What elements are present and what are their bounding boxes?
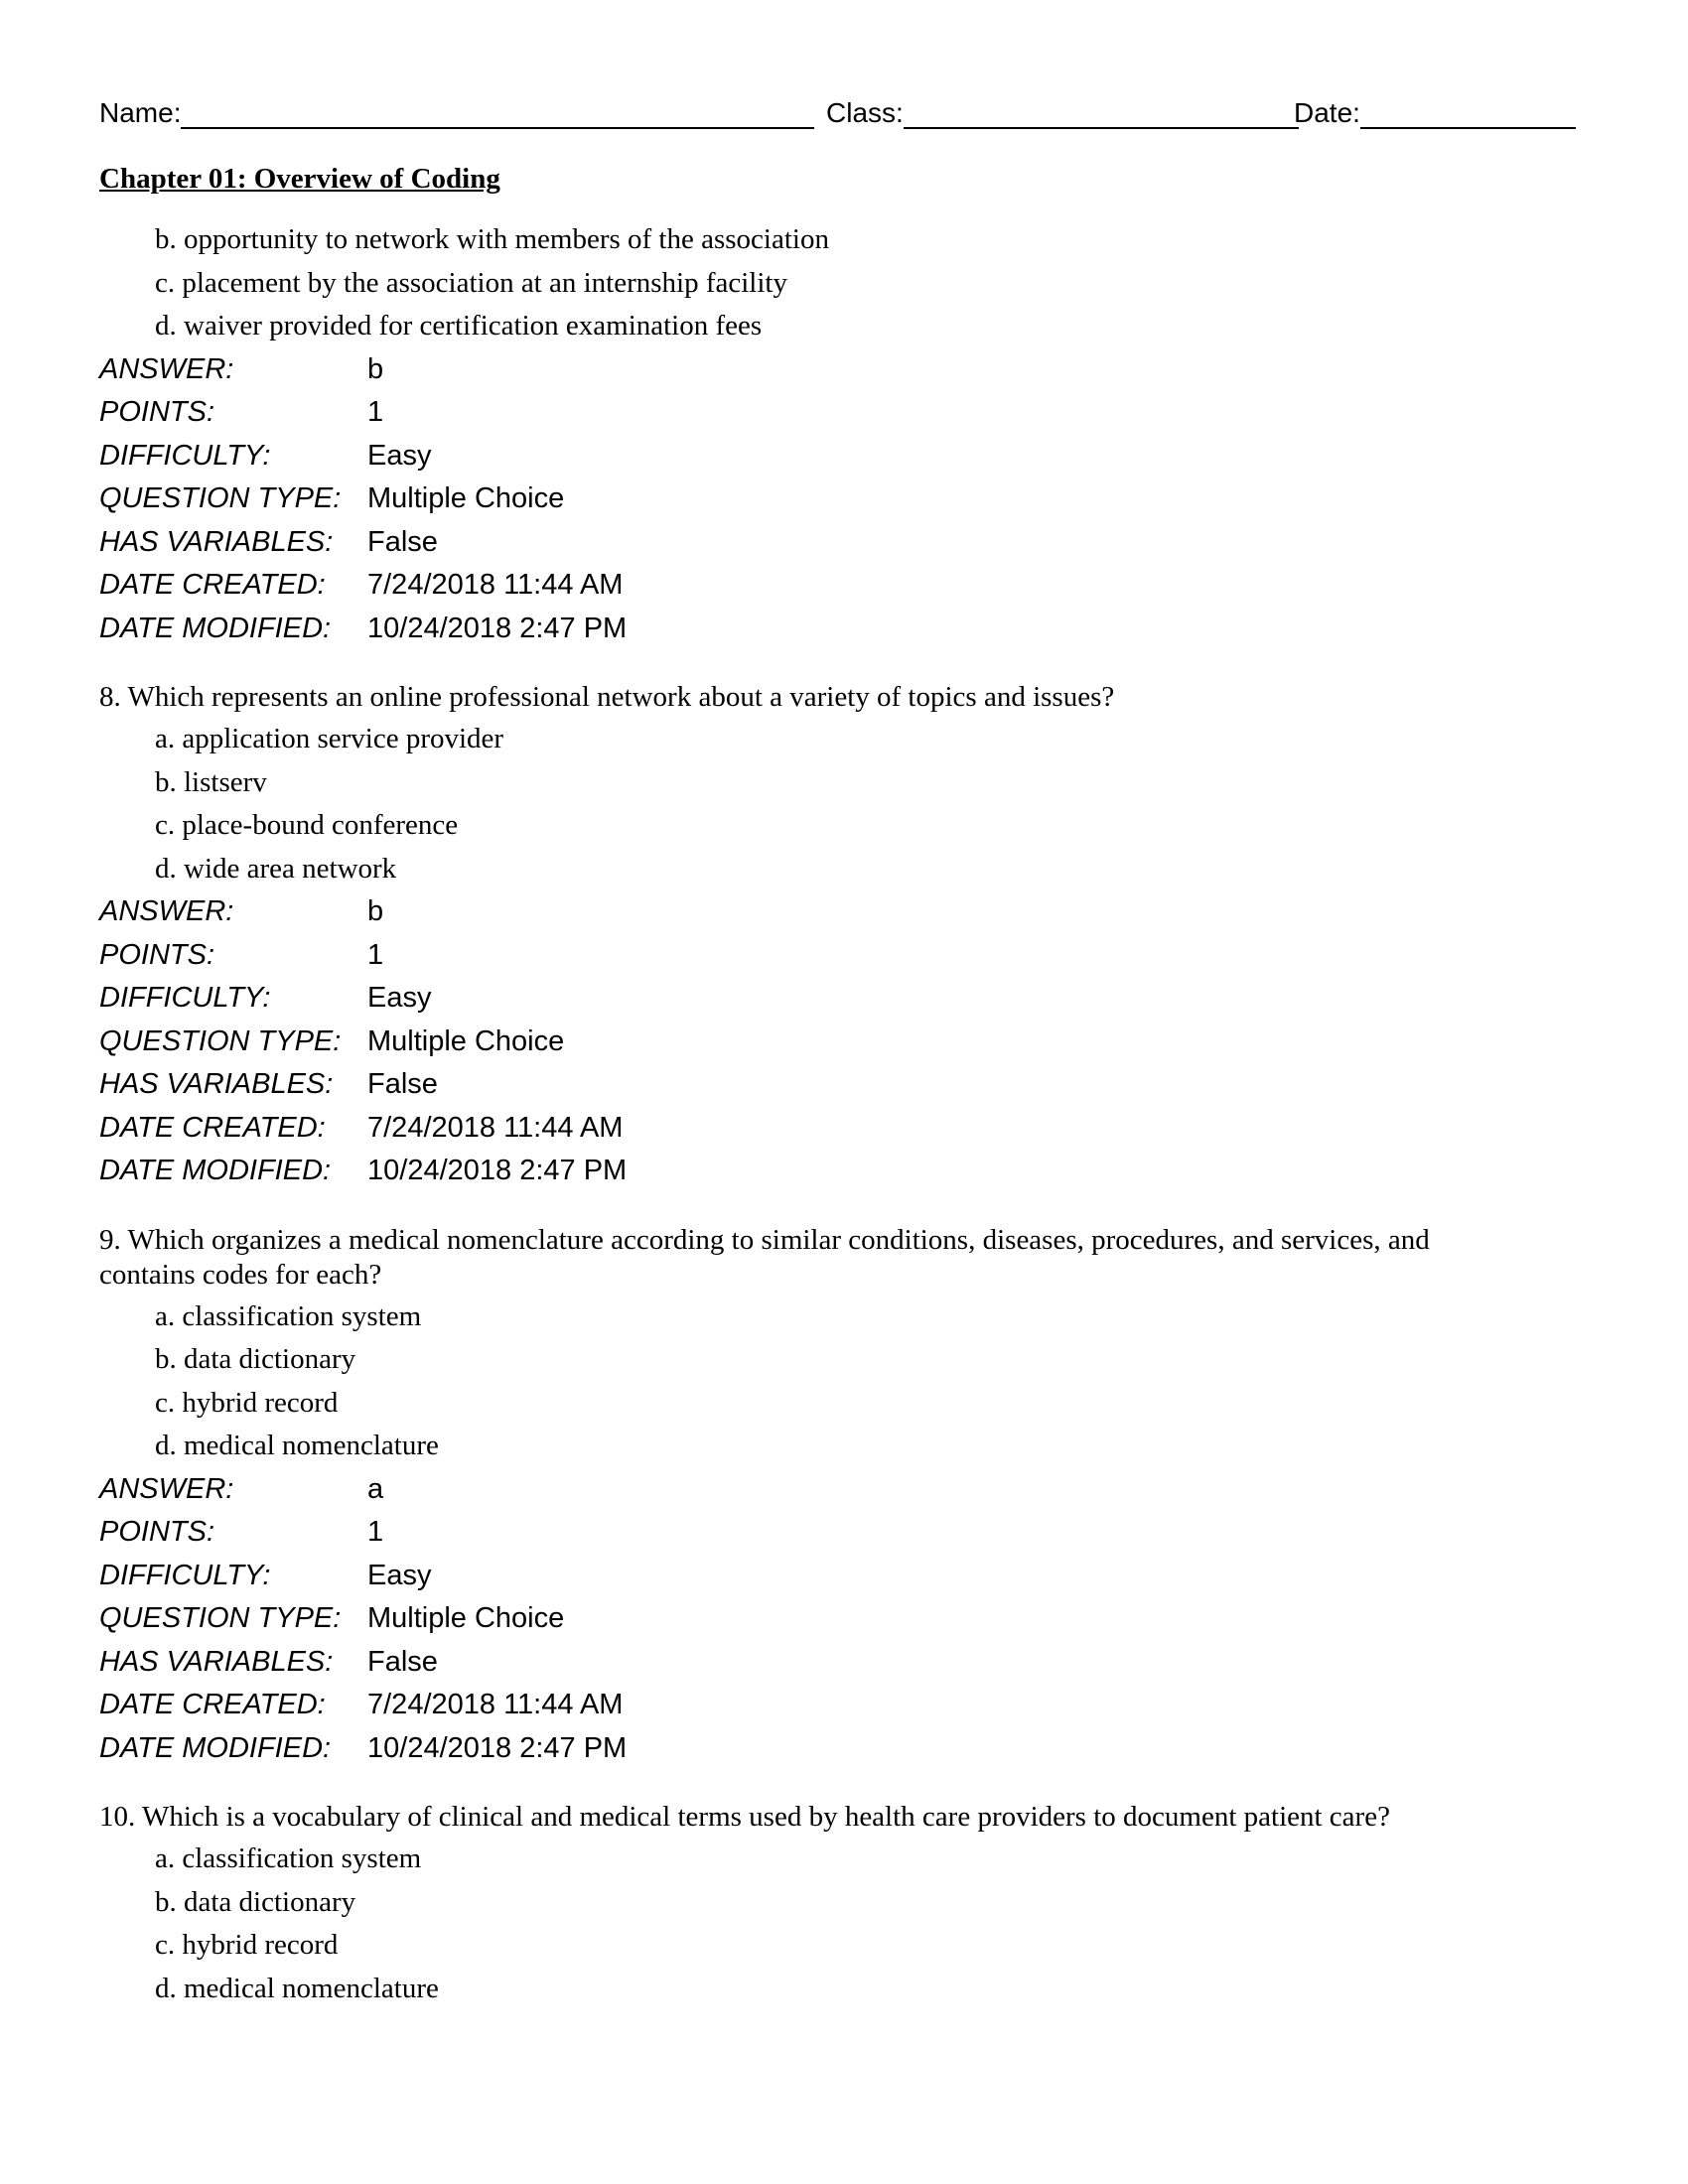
answer-label: ANSWER:: [99, 352, 234, 385]
option: a. classification system: [155, 1299, 422, 1332]
option: b. listserv: [155, 765, 267, 798]
date-blank-line[interactable]: [1360, 97, 1576, 129]
date-created-row: [99, 1107, 1589, 1151]
question-type-value: Multiple Choice: [367, 1024, 565, 1057]
points-row: [99, 391, 1589, 435]
has-variables-label: HAS VARIABLES:: [99, 1645, 334, 1678]
points-label: POINTS:: [99, 1516, 215, 1548]
date-modified-label: DATE MODIFIED:: [99, 612, 332, 644]
date-modified-value: 10/24/2018 2:47 PM: [367, 1155, 628, 1186]
header-fields: [99, 97, 1589, 137]
question-9-options: [155, 1296, 1589, 1468]
date-modified-value: 10/24/2018 2:47 PM: [367, 1731, 628, 1764]
question-type-row: [99, 1021, 1589, 1064]
question-type-label: QUESTION TYPE:: [99, 482, 342, 514]
option: b. data dictionary: [155, 1885, 356, 1918]
answer-value: a: [367, 1472, 384, 1505]
date-modified-row: [99, 1727, 1589, 1771]
answer-row: [99, 890, 1589, 934]
question-type-row: [99, 478, 1589, 521]
question-10-options: [155, 1838, 1589, 2010]
question-type-value: Multiple Choice: [367, 1602, 565, 1634]
chapter-title: Chapter 01: Overview of Coding: [99, 163, 500, 195]
option: a. application service provider: [155, 723, 504, 754]
class-label: Class:: [826, 97, 904, 128]
date-created-label: DATE CREATED:: [99, 1111, 326, 1144]
date-created-value: 7/24/2018 11:44 AM: [367, 1689, 624, 1720]
document-page: [99, 97, 1589, 2010]
question-9-meta: [99, 1468, 1589, 1771]
date-modified-value: 10/24/2018 2:47 PM: [367, 612, 628, 644]
class-field[interactable]: [826, 97, 1299, 129]
date-created-label: DATE CREATED:: [99, 569, 326, 601]
answer-row: [99, 1468, 1589, 1512]
option: d. waiver provided for certification examination fees: [155, 310, 763, 341]
date-modified-row: [99, 608, 1589, 651]
has-variables-label: HAS VARIABLES:: [99, 1068, 334, 1100]
has-variables-row: [99, 1063, 1589, 1107]
has-variables-label: HAS VARIABLES:: [99, 525, 334, 558]
option: d. wide area network: [155, 852, 397, 885]
date-field[interactable]: [1294, 97, 1576, 129]
difficulty-label: DIFFICULTY:: [99, 1559, 271, 1591]
answer-label: ANSWER:: [99, 1472, 234, 1505]
option: d. medical nomenclature: [155, 1972, 439, 2004]
points-value: 1: [367, 1516, 384, 1548]
date-created-label: DATE CREATED:: [99, 1689, 326, 1720]
option: b. data dictionary: [155, 1343, 356, 1375]
option: c. placement by the association at an internship facility: [155, 266, 787, 299]
question-9-text: 9. Which organizes a medical nomenclature according to similar conditions, diseases, procedures, and services, and contains codes for each?: [99, 1223, 1430, 1291]
date-modified-label: DATE MODIFIED:: [99, 1731, 332, 1764]
date-created-row: [99, 564, 1589, 608]
date-created-value: 7/24/2018 11:44 AM: [367, 1111, 624, 1144]
points-row: [99, 934, 1589, 978]
question-type-label: QUESTION TYPE:: [99, 1602, 342, 1634]
answer-value: b: [367, 352, 384, 385]
has-variables-value: False: [367, 1068, 438, 1100]
difficulty-row: [99, 1555, 1589, 1598]
name-field[interactable]: [99, 97, 814, 129]
difficulty-label: DIFFICULTY:: [99, 439, 271, 472]
points-label: POINTS:: [99, 938, 215, 971]
difficulty-value: Easy: [367, 439, 432, 472]
date-created-row: [99, 1684, 1589, 1727]
date-modified-label: DATE MODIFIED:: [99, 1155, 332, 1186]
question-type-label: QUESTION TYPE:: [99, 1024, 342, 1057]
difficulty-label: DIFFICULTY:: [99, 982, 271, 1014]
difficulty-row: [99, 435, 1589, 478]
has-variables-value: False: [367, 1645, 438, 1678]
option: d. medical nomenclature: [155, 1430, 439, 1461]
difficulty-value: Easy: [367, 982, 432, 1014]
question-8-options: [155, 718, 1589, 890]
option: a. classification system: [155, 1843, 422, 1874]
answer-value: b: [367, 895, 384, 927]
points-value: 1: [367, 396, 384, 428]
answer-row: [99, 348, 1589, 392]
option: c. hybrid record: [155, 1386, 339, 1419]
option: c. place-bound conference: [155, 809, 459, 841]
class-blank-line[interactable]: [904, 97, 1299, 129]
name-label: Name:: [99, 97, 182, 128]
has-variables-row: [99, 521, 1589, 565]
question-10-text: 10. Which is a vocabulary of clinical and medical terms used by health care providers to document patient care?: [99, 1801, 1390, 1833]
answer-label: ANSWER:: [99, 895, 234, 927]
date-label: Date:: [1294, 97, 1360, 128]
option: c. hybrid record: [155, 1929, 339, 1961]
points-label: POINTS:: [99, 396, 215, 428]
question-8-meta: [99, 890, 1589, 1193]
has-variables-row: [99, 1641, 1589, 1685]
date-modified-row: [99, 1150, 1589, 1193]
points-value: 1: [367, 938, 384, 971]
name-blank-line[interactable]: [181, 97, 814, 129]
has-variables-value: False: [367, 525, 438, 558]
difficulty-row: [99, 977, 1589, 1021]
points-row: [99, 1511, 1589, 1555]
carryover-options: [155, 218, 1589, 348]
carryover-meta: [99, 348, 1589, 651]
question-type-value: Multiple Choice: [367, 482, 565, 514]
question-type-row: [99, 1597, 1589, 1641]
difficulty-value: Easy: [367, 1559, 432, 1591]
question-8-text: 8. Which represents an online professional network about a variety of topics and issues?: [99, 681, 1115, 713]
option: b. opportunity to network with members of the association: [155, 223, 829, 255]
date-created-value: 7/24/2018 11:44 AM: [367, 569, 624, 601]
